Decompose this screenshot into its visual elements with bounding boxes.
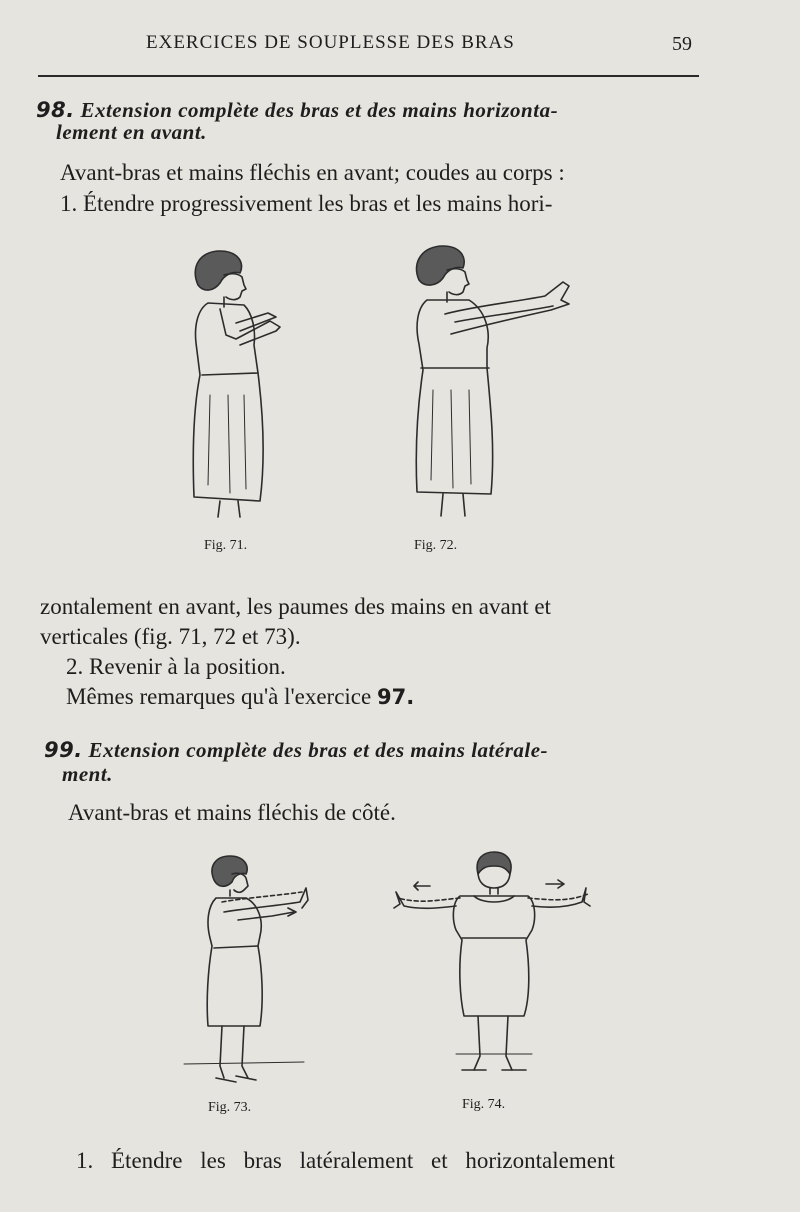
- section-98-line6-text: Mêmes remarques qu'à l'exercice: [66, 684, 377, 709]
- section-98-line4: verticales (fig. 71, 72 et 73).: [40, 624, 301, 649]
- figure-72-illustration: [405, 240, 585, 520]
- figure-71-illustration: [180, 245, 290, 520]
- running-head: EXERCICES DE SOUPLESSE DES BRAS: [146, 32, 515, 53]
- figure-71-caption: Fig. 71.: [204, 538, 248, 553]
- exercise-97-ref: 97.: [376, 685, 415, 709]
- section-99-line1: Avant-bras et mains fléchis de côté.: [68, 800, 396, 825]
- section-98-line3: zontalement en avant, les paumes des mains en avant et: [40, 594, 551, 619]
- header-rule: [38, 75, 699, 77]
- section-99-number: 99.: [44, 738, 83, 762]
- section-98-number: 98.: [36, 98, 75, 122]
- section-98-title-line1: Extension complète des bras et des mains horizonta-: [80, 98, 559, 122]
- figure-74-illustration: [390, 848, 595, 1078]
- section-98-line2: 1. Étendre progressivement les bras et les mains hori-: [60, 191, 553, 216]
- section-99-line2: 1. Étendre les bras latéralement et horizontalement: [76, 1148, 615, 1173]
- figure-72-caption: Fig. 72.: [414, 538, 458, 553]
- section-98-line1: Avant-bras et mains fléchis en avant; coudes au corps :: [60, 160, 565, 185]
- section-99-heading: [44, 738, 548, 763]
- section-98-line5: 2. Revenir à la position.: [66, 654, 286, 679]
- section-98-line6: [66, 684, 414, 710]
- section-98-title-line2: lement en avant.: [56, 120, 207, 144]
- section-99-title-line2: ment.: [62, 762, 113, 786]
- figure-73-caption: Fig. 73.: [208, 1100, 252, 1115]
- page-number: 59: [672, 33, 692, 55]
- section-99-title-line1: Extension complète des bras et des mains latérale-: [88, 738, 549, 762]
- figure-73-illustration: [184, 850, 314, 1095]
- figure-74-caption: Fig. 74.: [462, 1097, 506, 1112]
